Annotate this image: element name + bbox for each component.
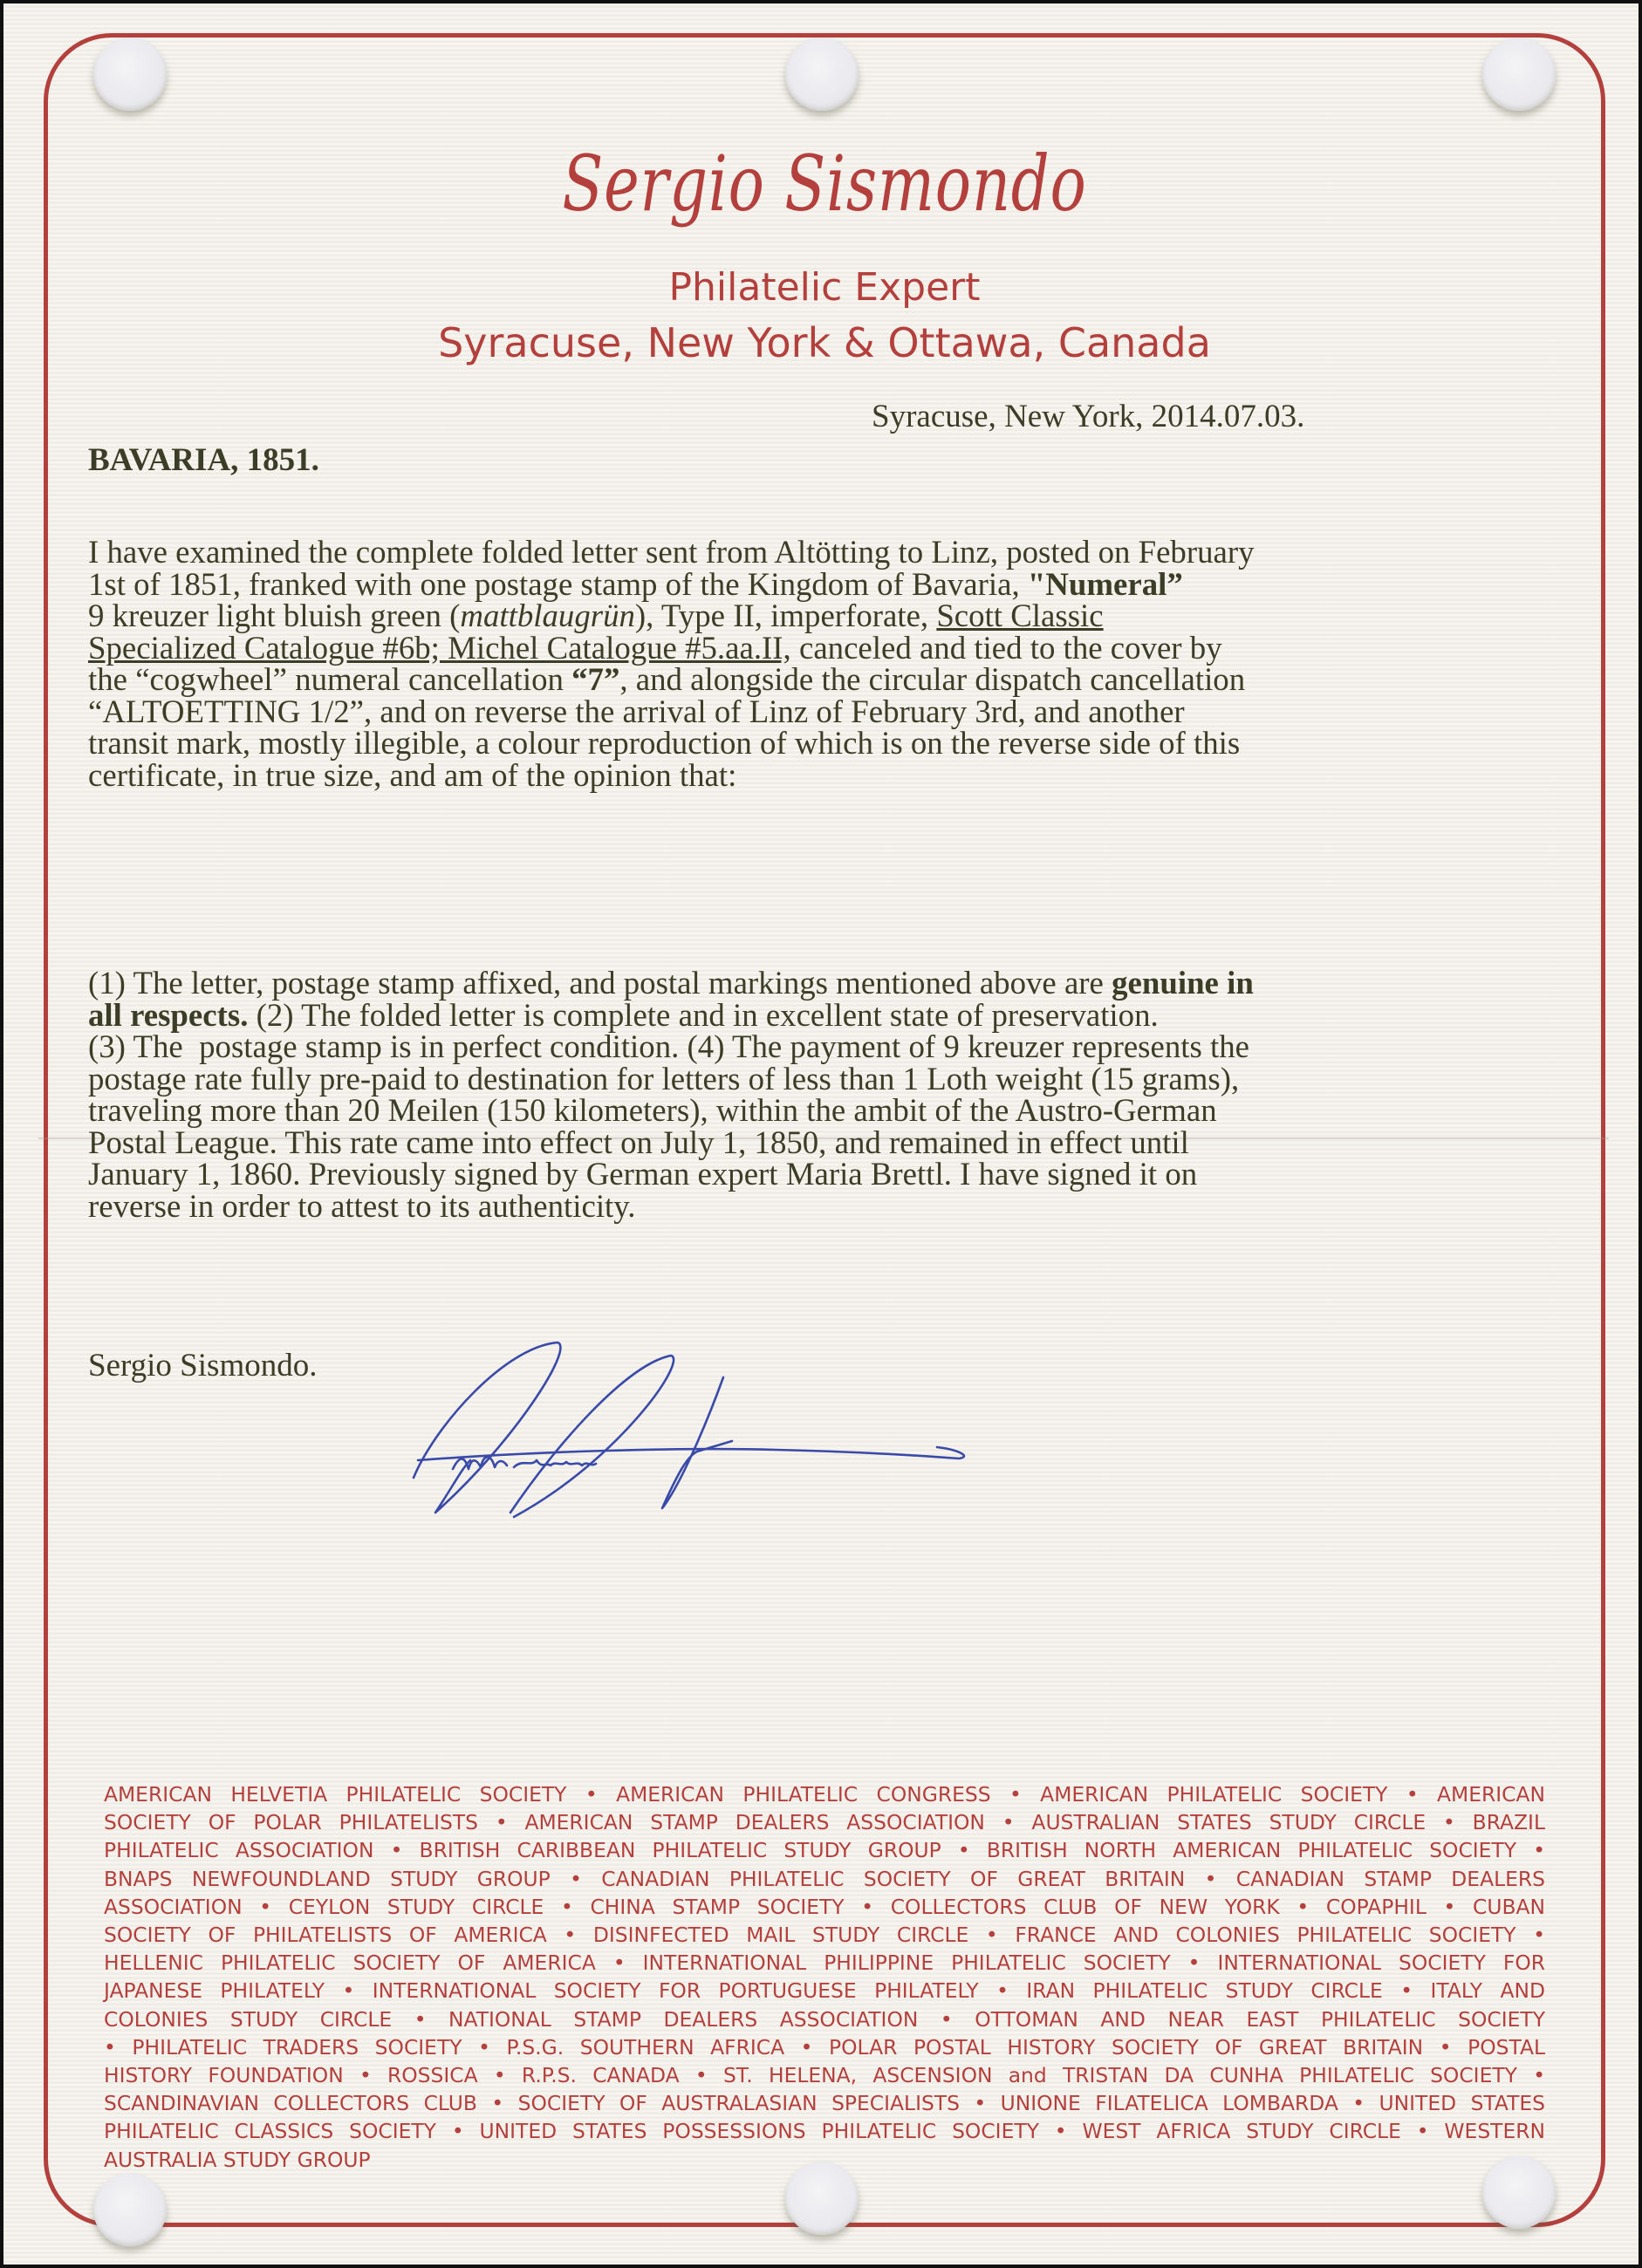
society-line: COLONIES STUDY CIRCLE • NATIONAL STAMP DEALERS ASSOCIATION • OTTOMAN AND NEAR EAST PHILATELIC SOCIETY — [104, 2006, 1545, 2032]
letterhead-name: Sergio Sismondo — [562, 139, 1087, 229]
text-span: 1st of 1851, franked with one postage stamp of the Kingdom of Bavaria, — [88, 566, 1028, 603]
text-line — [88, 598, 1547, 634]
society-line: SCANDINAVIAN COLLECTORS CLUB • SOCIETY OF AUSTRALASIAN SPECIALISTS • UNIONE FILATELICA LOMBARDA • UNITED STATES — [104, 2091, 1545, 2116]
letterhead-role: Philatelic Expert — [668, 265, 981, 310]
german-color-name: mattblaugrün — [460, 598, 635, 634]
text-line — [88, 662, 1547, 698]
opinion-paragraph — [88, 968, 1554, 1223]
society-line: HISTORY FOUNDATION • ROSSICA • R.P.S. CANADA • ST. HELENA, ASCENSION and TRISTAN DA CUNHA PHILATELIC SOCIETY • — [104, 2063, 1545, 2088]
text-line — [88, 566, 1547, 603]
text-line: certificate, in true size, and am of the opinion that: — [88, 757, 737, 794]
society-line: JAPANESE PHILATELY • INTERNATIONAL SOCIETY FOR PORTUGUESE PHILATELY • IRAN PHILATELIC STUDY CIRCLE • ITALY AND — [104, 1978, 1545, 2004]
text-span: ), Type II, imperforate, — [634, 598, 937, 634]
cancellation-number: “7” — [571, 662, 620, 698]
catalogue-reference: Scott Classic — [936, 598, 1104, 634]
text-line: “ALTOETTING 1/2”, and on reverse the arrival of Linz of February 3rd, and another — [88, 693, 1185, 730]
text-line: (3) The postage stamp is in perfect condition. (4) The payment of 9 kreuzer represents the — [88, 1029, 1250, 1065]
text-span: (1) The letter, postage stamp affixed, and postal markings mentioned above are — [88, 966, 1112, 1001]
signatory-name: Sergio Sismondo. — [88, 1348, 318, 1383]
text-line — [88, 630, 1547, 666]
text-line: reverse in order to attest to its authenticity. — [88, 1188, 636, 1225]
text-span: the “cogwheel” numeral cancellation — [88, 662, 572, 698]
text-span: canceled and tied to the cover by — [790, 630, 1222, 666]
text-line: Postal League. This rate came into effect on July 1, 1850, and remained in effect until — [88, 1124, 1189, 1161]
society-line: ASSOCIATION • CEYLON STUDY CIRCLE • CHINA STAMP SOCIETY • COLLECTORS CLUB OF NEW YORK • COPAPHIL • CUBAN — [104, 1894, 1545, 1919]
mount-corner-bottom-left — [93, 2173, 167, 2246]
society-line: BNAPS NEWFOUNDLAND STUDY GROUP • CANADIAN PHILATELIC SOCIETY OF GREAT BRITAIN • CANADIAN STAMP DEALERS — [104, 1866, 1545, 1891]
text-line: I have examined the complete folded letter sent from Altötting to Linz, posted on February — [88, 535, 1255, 570]
text-line: postage rate fully pre-paid to destination for letters of less than 1 Loth weight (15 grams), — [88, 1061, 1240, 1097]
text-line: traveling more than 20 Meilen (150 kilometers), within the ambit of the Austro-German — [88, 1093, 1217, 1129]
society-line: PHILATELIC ASSOCIATION • BRITISH CARIBBEAN PHILATELIC STUDY GROUP • BRITISH NORTH AMERICAN PHILATELIC SOCIETY • — [104, 1838, 1545, 1863]
text-span: , and alongside the circular dispatch cancellation — [619, 662, 1246, 698]
society-line: SOCIETY OF PHILATELISTS OF AMERICA • DISINFECTED MAIL STUDY CIRCLE • FRANCE AND COLONIES PHILATELIC SOCIETY • — [104, 1923, 1545, 1948]
verdict-text: all respects. — [88, 997, 249, 1034]
mount-corner-top-right — [1482, 38, 1556, 111]
society-line: SOCIETY OF POLAR PHILATELISTS • AMERICAN STAMP DEALERS ASSOCIATION • AUSTRALIAN STATES STUDY CIRCLE • BRAZIL — [104, 1810, 1545, 1835]
subject-heading: BAVARIA, 1851. — [88, 442, 319, 478]
society-line: HELLENIC PHILATELIC SOCIETY OF AMERICA • INTERNATIONAL PHILIPPINE PHILATELIC SOCIETY • INTERNATIONAL SOCIETY FOR — [104, 1950, 1545, 1976]
society-line: AMERICAN HELVETIA PHILATELIC SOCIETY • AMERICAN PHILATELIC CONGRESS • AMERICAN PHILATELIC SOCIETY • AMERICAN — [104, 1782, 1545, 1807]
text-line: January 1, 1860. Previously signed by German expert Maria Brettl. I have signed it on — [88, 1157, 1198, 1192]
text-span: (2) The folded letter is complete and in excellent state of preservation. — [248, 997, 1159, 1034]
society-memberships — [104, 1780, 1545, 2174]
examination-paragraph — [88, 537, 1554, 792]
society-line: AUSTRALIA STUDY GROUP — [104, 2147, 371, 2172]
place-date: Syracuse, New York, 2014.07.03. — [872, 399, 1305, 434]
text-line: transit mark, mostly illegible, a colour reproduction of which is on the reverse side of this — [88, 726, 1241, 762]
letterhead-locations: Syracuse, New York & Ottawa, Canada — [438, 319, 1211, 366]
certificate-paper — [3, 3, 1639, 2265]
society-line: • PHILATELIC TRADERS SOCIETY • P.S.G. SOUTHERN AFRICA • POLAR POSTAL HISTORY SOCIETY OF GREAT BRITAIN • POSTAL — [104, 2034, 1545, 2060]
text-span: 9 kreuzer light bluish green ( — [88, 598, 461, 634]
text-line — [88, 997, 1547, 1034]
catalogue-reference: Specialized Catalogue #6b; Michel Catalogue #5.aa.II, — [88, 630, 791, 666]
text-line — [88, 968, 1547, 1001]
design-name: "Numeral” — [1027, 566, 1183, 603]
society-line: PHILATELIC CLASSICS SOCIETY • UNITED STATES POSSESSIONS PHILATELIC SOCIETY • WEST AFRICA STUDY CIRCLE • WESTERN — [104, 2119, 1545, 2144]
verdict-text: genuine in — [1112, 966, 1254, 1001]
handwritten-signature — [400, 1338, 1011, 1539]
mount-corner-top-left — [93, 38, 167, 111]
mount-corner-top-center — [785, 38, 859, 111]
